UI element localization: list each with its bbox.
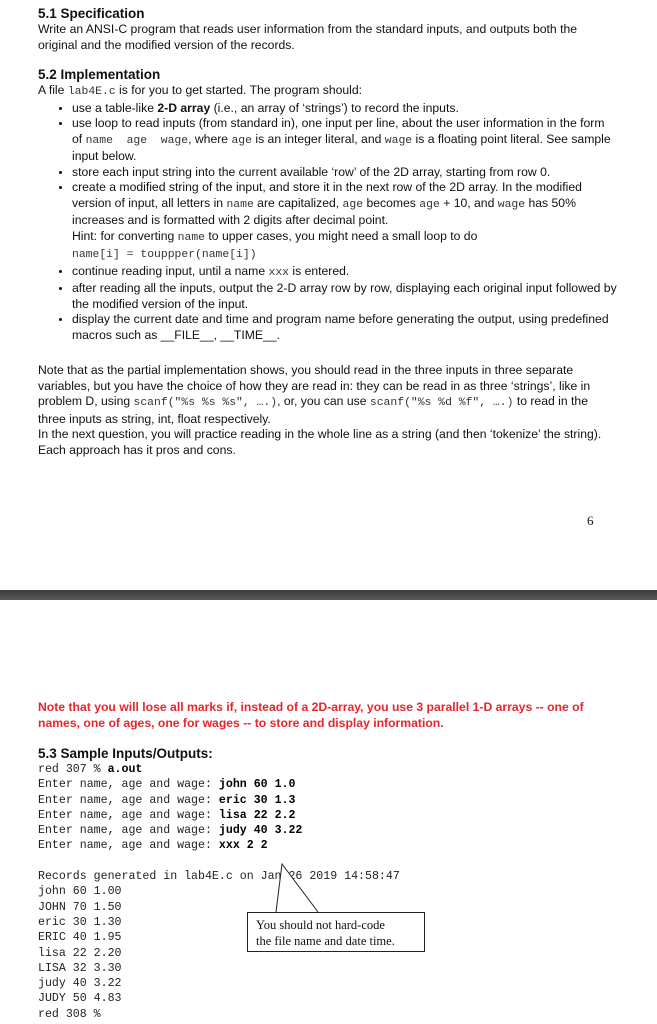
list-item: • store each input string into the current available ‘row’ of the 2D array, starting from row 0. bbox=[72, 165, 618, 181]
implementation-intro: A file lab4E.c is for you to get started. The program should: bbox=[38, 83, 363, 98]
list-item: • use loop to read inputs (from standard in), one input per line, about the user information in the form of name age wage, where age is an integer literal, and wage is a floating point literal. See sample input below. bbox=[72, 116, 618, 165]
requirements-list bbox=[38, 101, 618, 344]
callout-note bbox=[247, 912, 425, 952]
list-item: • continue reading input, until a name xxx is entered. bbox=[72, 264, 618, 282]
list-item: • create a modified string of the input, and store it in the next row of the 2D array. In the modified version of input, all letters in name are capitalized, age becomes age + 10, and wage has 50% increases and is formatted with 2 digits after decimal point. Hint: for converting name to upper cases, you might need a small loop to do name[i] = touppper(name[i]) bbox=[72, 180, 618, 264]
callout-text: the file name and date time. bbox=[256, 934, 395, 948]
implementation-note: Note that as the partial implementation shows, you should read in the three inputs in three separate variables, but you have the choice of how they are read in: they can be read in as three ‘strings’, like in problem D, using scanf("%s %s %s", ….), or, you can use scanf("%s %d %f", ….) to read in the three inputs as string, int, float respectively. In the next question, you will practice reading in the whole line as a string (and then ‘tokenize’ the string). Each approach has it pros and cons. bbox=[38, 363, 602, 457]
records-line: Records generated in lab4E.c on Jan 26 2019 14:58:47 bbox=[38, 870, 400, 884]
section-heading-implementation: 5.2 Implementation bbox=[38, 67, 161, 82]
terminal-session: red 307 % a.out Enter name, age and wage: john 60 1.0 Enter name, age and wage: eric 30 1.3 Enter name, age and wage: lisa 22 2.2 Enter name, age and wage: judy 40 3.22 Enter name, age and wage: xxx 2 2 Records generated in lab4E.c on Jan 26 2019 14:58:47 john 60 1.00 JOHN 70 1.50 eric 30 1.30 ERIC 40 1.95 lisa 22 2.20 LISA 32 3.30 judy 40 3.22 JUDY 50 4.83 red 308 % bbox=[38, 763, 400, 1021]
section-heading-sample-io: 5.3 Sample Inputs/Outputs: bbox=[38, 746, 213, 761]
specification-text: Write an ANSI-C program that reads user information from the standard inputs, and outputs both the original and the modified version of the records. bbox=[38, 22, 578, 52]
list-item: • display the current date and time and program name before generating the output, using predefined macros such as __FILE__, __TIME__. bbox=[72, 312, 618, 343]
shell-prompt: red 307 % bbox=[38, 763, 108, 776]
hint-code-line: name[i] = touppper(name[i]) bbox=[72, 249, 257, 261]
callout-pointer bbox=[270, 862, 330, 914]
document-page-7 bbox=[0, 600, 657, 1024]
callout-text: You should not hard-code bbox=[256, 918, 385, 932]
list-item: • use a table-like 2-D array (i.e., an array of ‘strings’) to record the inputs. bbox=[72, 101, 618, 117]
page-content bbox=[38, 6, 618, 458]
page-separator bbox=[0, 590, 657, 600]
shell-prompt: red 308 % bbox=[38, 1007, 101, 1021]
page-number: 6 bbox=[587, 513, 594, 528]
warning-note: Note that you will lose all marks if, instead of a 2D-array, you use 3 parallel 1-D arrays -- one of names, one of ages, one for wages -- to store and display information. bbox=[38, 700, 584, 730]
list-item: • after reading all the inputs, output the 2-D array row by row, displaying each original input followed by the modified version of the input. bbox=[72, 281, 618, 312]
command-text: a.out bbox=[107, 763, 143, 776]
section-heading-specification: 5.1 Specification bbox=[38, 6, 145, 21]
